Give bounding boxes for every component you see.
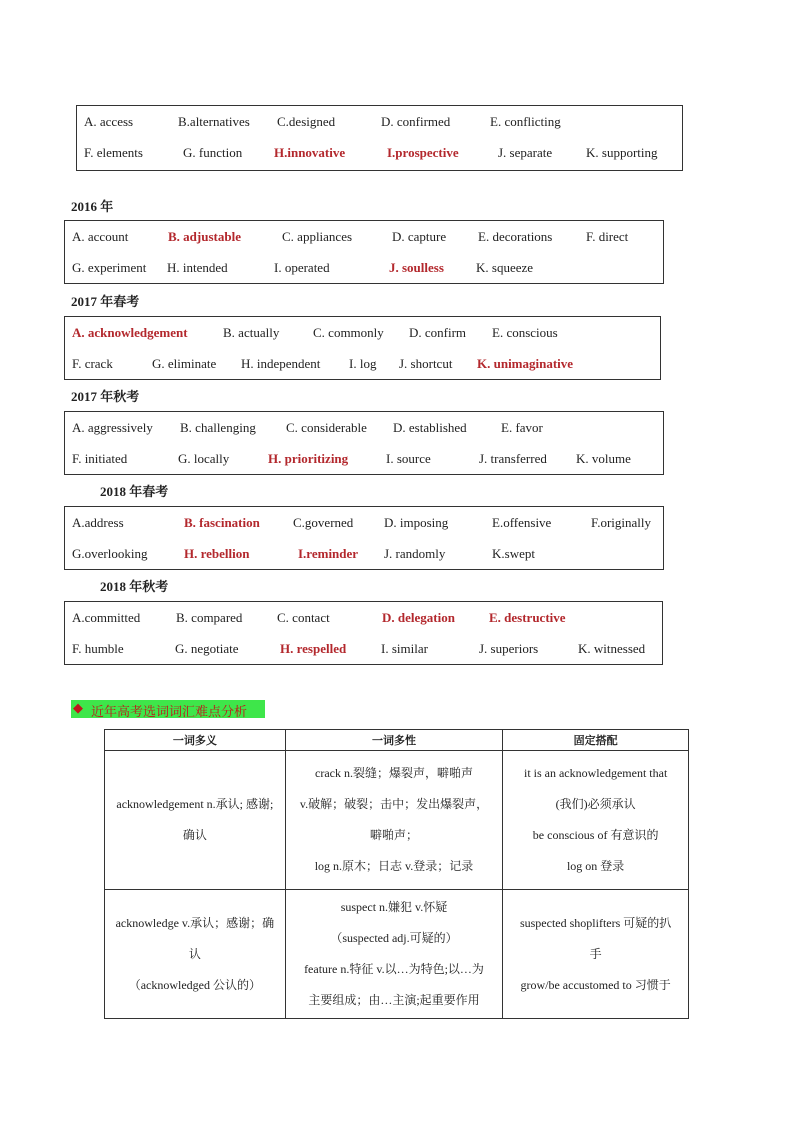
word-option: K. squeeze	[476, 260, 534, 275]
cell-line: 手	[589, 946, 602, 961]
analysis-table	[104, 729, 689, 1019]
cell-line: 认	[188, 946, 201, 961]
word-option: C. considerable	[286, 420, 367, 435]
word-option-answer: B. fascination	[184, 515, 260, 530]
word-option: I. similar	[381, 641, 428, 656]
vocab-row	[77, 145, 682, 165]
word-option: E. favor	[501, 420, 543, 435]
word-option: A.committed	[72, 610, 141, 625]
vocab-row	[77, 114, 682, 134]
word-option: G. locally	[178, 451, 230, 466]
vocab-row	[65, 229, 663, 249]
cell-line: (我们)必须承认	[555, 797, 636, 811]
word-option: C. commonly	[313, 325, 384, 340]
column-header: 一词多义	[105, 730, 286, 751]
table-row	[105, 890, 689, 1019]
word-option: J. shortcut	[399, 356, 453, 371]
word-option: G. experiment	[72, 260, 147, 275]
word-option: C.governed	[293, 515, 354, 530]
vocab-box-6	[64, 601, 663, 665]
cell-line: 确认	[182, 828, 207, 842]
vocab-row	[65, 420, 663, 440]
table-row	[105, 751, 689, 890]
word-option: I. source	[386, 451, 431, 466]
word-option: K. volume	[576, 451, 631, 466]
word-option: A. account	[72, 229, 129, 244]
word-option: J. separate	[498, 145, 553, 160]
cell-line: feature n.特征 v.以…为特色;以…为	[304, 962, 484, 976]
vocab-row	[65, 610, 662, 630]
section-title: 2016 年	[71, 199, 114, 214]
word-option: D. imposing	[384, 515, 449, 530]
word-option: D. established	[393, 420, 467, 435]
word-option: K.swept	[492, 546, 535, 561]
word-option-answer: I.prospective	[387, 145, 459, 160]
word-option: J. randomly	[384, 546, 446, 561]
word-option-answer: A. acknowledgement	[72, 325, 188, 340]
cell-line: crack n.裂缝；爆裂声，噼啪声	[315, 766, 473, 780]
word-option: E.offensive	[492, 515, 552, 530]
cell-line: v.破解；破裂；击中；发出爆裂声，	[299, 797, 489, 811]
table-cell	[503, 890, 689, 1019]
word-option: J. superiors	[479, 641, 539, 656]
vocab-row	[65, 641, 662, 661]
table-cell	[503, 751, 689, 890]
word-option: F. direct	[586, 229, 629, 244]
vocab-row	[65, 325, 660, 345]
cell-line: 噼啪声；	[369, 828, 418, 842]
word-option-answer: H.innovative	[274, 145, 346, 160]
word-option: B.alternatives	[178, 114, 250, 129]
vocab-box-4	[64, 411, 664, 475]
vocab-row	[65, 546, 663, 566]
word-option: F. elements	[84, 145, 143, 160]
word-option: G.overlooking	[72, 546, 148, 561]
word-option: D. capture	[392, 229, 447, 244]
word-option-answer: H. respelled	[280, 641, 347, 656]
word-option-answer: K. unimaginative	[477, 356, 574, 371]
analysis-heading	[71, 700, 265, 718]
cell-line: log on 登录	[566, 859, 625, 873]
word-option: A. aggressively	[72, 420, 153, 435]
cell-line: suspect n.嫌犯 v.怀疑	[340, 900, 448, 914]
word-option: I. log	[349, 356, 377, 371]
section-title: 2018 年秋考	[100, 579, 169, 594]
word-option: B. challenging	[180, 420, 256, 435]
word-option: F. crack	[72, 356, 113, 371]
vocab-box-3	[64, 316, 661, 380]
cell-line: （acknowledged 公认的）	[128, 977, 262, 992]
column-header: 固定搭配	[503, 730, 689, 751]
word-option: G. eliminate	[152, 356, 217, 371]
word-option-answer: E. destructive	[489, 610, 566, 625]
word-option: E. conflicting	[490, 114, 561, 129]
word-option-answer: D. delegation	[382, 610, 455, 625]
table-cell	[105, 751, 286, 890]
word-option: H. independent	[241, 356, 321, 371]
word-option-answer: H. prioritizing	[268, 451, 349, 466]
table-cell	[105, 890, 286, 1019]
diamond-bullet-icon: ◆	[73, 700, 83, 715]
cell-line: 主要组成；由…主演;起重要作用	[308, 993, 480, 1007]
cell-line: suspected shoplifters 可疑的扒	[519, 915, 672, 930]
analysis-heading-text: 近年高考选词词汇难点分析	[91, 704, 248, 719]
word-option-answer: J. soulless	[389, 260, 444, 275]
vocab-row	[65, 260, 663, 280]
vocab-box-5	[64, 506, 664, 570]
word-option: K. witnessed	[578, 641, 646, 656]
word-option: F.originally	[591, 515, 651, 530]
word-option-answer: I.reminder	[298, 546, 359, 561]
table-header-row	[105, 730, 689, 751]
word-option: B. compared	[176, 610, 243, 625]
cell-line: （suspected adj.可疑的）	[330, 931, 458, 945]
word-option: D. confirm	[409, 325, 467, 340]
table-cell	[285, 890, 503, 1019]
word-option: F. initiated	[72, 451, 128, 466]
cell-line: log n.原木；日志 v.登录；记录	[314, 859, 474, 873]
word-option-answer: H. rebellion	[184, 546, 250, 561]
word-option: D. confirmed	[381, 114, 451, 129]
word-option: C.designed	[277, 114, 336, 129]
section-title: 2018 年春考	[100, 484, 169, 499]
word-option: K. supporting	[586, 145, 658, 160]
vocab-row	[65, 451, 663, 471]
word-option: B. actually	[223, 325, 280, 340]
cell-line: acknowledge v.承认；感谢；确	[115, 915, 275, 930]
vocab-row	[65, 515, 663, 535]
cell-line: it is an acknowledgement that	[523, 766, 668, 780]
table-cell	[285, 751, 503, 890]
word-option: A.address	[72, 515, 124, 530]
word-option: F. humble	[72, 641, 124, 656]
column-header: 一词多性	[285, 730, 503, 751]
cell-line: be conscious of 有意识的	[532, 828, 659, 842]
cell-line: grow/be accustomed to 习惯于	[520, 977, 671, 992]
word-option: H. intended	[167, 260, 228, 275]
word-option: G. negotiate	[175, 641, 239, 656]
word-option: I. operated	[274, 260, 330, 275]
word-option: A. access	[84, 114, 134, 129]
cell-line: acknowledgement n.承认; 感谢;	[116, 797, 274, 811]
vocab-row	[65, 356, 660, 376]
word-option: G. function	[183, 145, 243, 160]
section-title: 2017 年秋考	[71, 389, 140, 404]
section-title: 2017 年春考	[71, 294, 140, 309]
word-option: E. decorations	[478, 229, 553, 244]
vocab-box-1	[76, 105, 683, 171]
vocab-box-2	[64, 220, 664, 284]
word-option: J. transferred	[479, 451, 547, 466]
word-option-answer: B. adjustable	[168, 229, 241, 244]
word-option: E. conscious	[492, 325, 558, 340]
word-option: C. contact	[277, 610, 330, 625]
word-option: C. appliances	[282, 229, 353, 244]
